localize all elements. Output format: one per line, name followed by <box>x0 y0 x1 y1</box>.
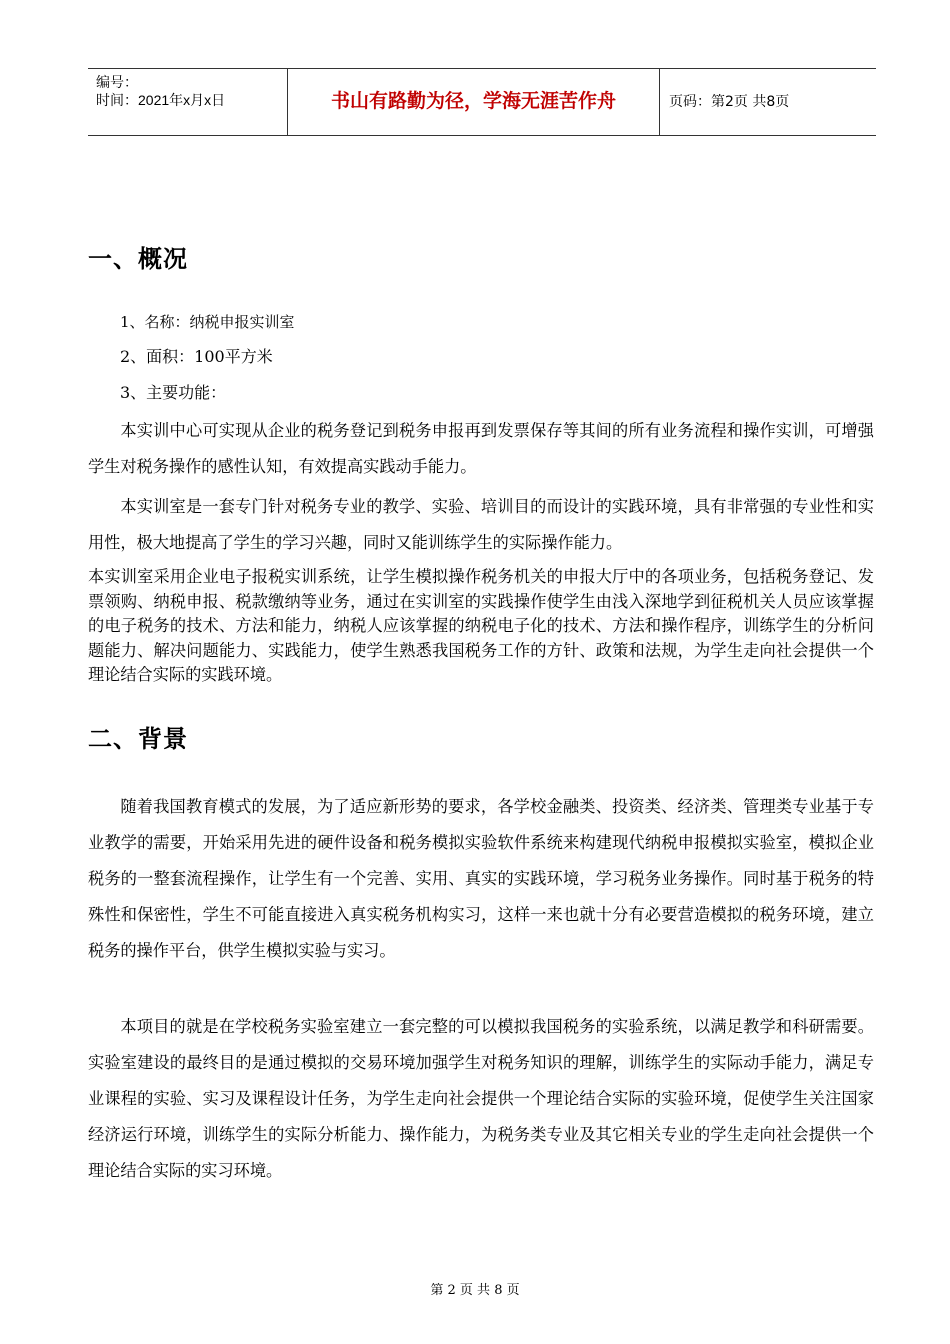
page-header-table <box>88 68 876 136</box>
overview-paragraph-3: 本实训室采用企业电子报税实训系统，让学生模拟操作税务机关的申报大厅中的各项业务，包括税务登记、发票领购、纳税申报、税款缴纳等业务，通过在实训室的实践操作使学生由浅入深地学到征税机关人员应该掌握的电子税务的技术、方法和能力，纳税人应该掌握的纳税电子化的技术、方法和操作程序，训练学生的分析问题能力、解决问题能力、实践能力，使学生熟悉我国税务工作的方针、政策和法规，为学生走向社会提供一个理论结合实际的实践环境。 <box>88 567 874 685</box>
background-paragraph-1: 随着我国教育模式的发展，为了适应新形势的要求，各学校金融类、投资类、经济类、管理类专业基于专业教学的需要，开始采用先进的硬件设备和税务模拟实验软件系统来构建现代纳税申报模拟实验室，模拟企业税务的一整套流程操作，让学生有一个完善、实用、真实的实践环境，学习税务业务操作。同时基于税务的特殊性和保密性，学生不可能直接进入真实税务机构实习，这样一来也就十分有必要营造模拟的税务环境，建立税务的操作平台，供学生模拟实验与实习。 <box>88 797 874 960</box>
header-meta-cell <box>88 69 287 135</box>
overview-item-functions: 3、主要功能： <box>120 383 227 402</box>
background-paragraph-2: 本项目的就是在学校税务实验室建立一套完整的可以模拟我国税务的实验系统，以满足教学和科研需要。实验室建设的最终目的是通过模拟的交易环境加强学生对税务知识的理解，训练学生的实际动手能力，满足专业课程的实验、实习及课程设计任务，为学生走向社会提供一个理论结合实际的实验环境，促使学生关注国家经济运行环境，训练学生的实际分析能力、操作能力，为税务类专业及其它相关专业的学生走向社会提供一个理论结合实际的实习环境。 <box>88 1017 874 1180</box>
section-title-overview: 一、概况 <box>88 245 188 273</box>
document-number-label: 编号： <box>96 74 138 90</box>
overview-item-name: 1、名称：纳税申报实训室 <box>120 313 295 331</box>
overview-paragraph-1: 本实训中心可实现从企业的税务登记到税务申报再到发票保存等其间的所有业务流程和操作实训，可增强学生对税务操作的感性认知，有效提高实践动手能力。 <box>88 421 874 476</box>
header-motto-cell <box>287 69 660 135</box>
header-motto: 书山有路勤为径，学海无涯苦作舟 <box>330 90 616 112</box>
header-page-cell <box>660 69 876 135</box>
header-page-info: 页码：第2页 共8页 <box>669 94 790 110</box>
overview-paragraph-2: 本实训室是一套专门针对税务专业的教学、实验、培训目的而设计的实践环境，具有非常强的专业性和实用性，极大地提高了学生的学习兴趣，同时又能训练学生的实际操作能力。 <box>88 497 874 552</box>
document-time-label: 时间：2021年x月x日 <box>96 92 226 108</box>
overview-item-area: 2、面积：100平方米 <box>120 347 273 366</box>
page-footer-number: 第 2 页 共 8 页 <box>430 1283 520 1298</box>
section-title-background: 二、背景 <box>88 725 188 753</box>
